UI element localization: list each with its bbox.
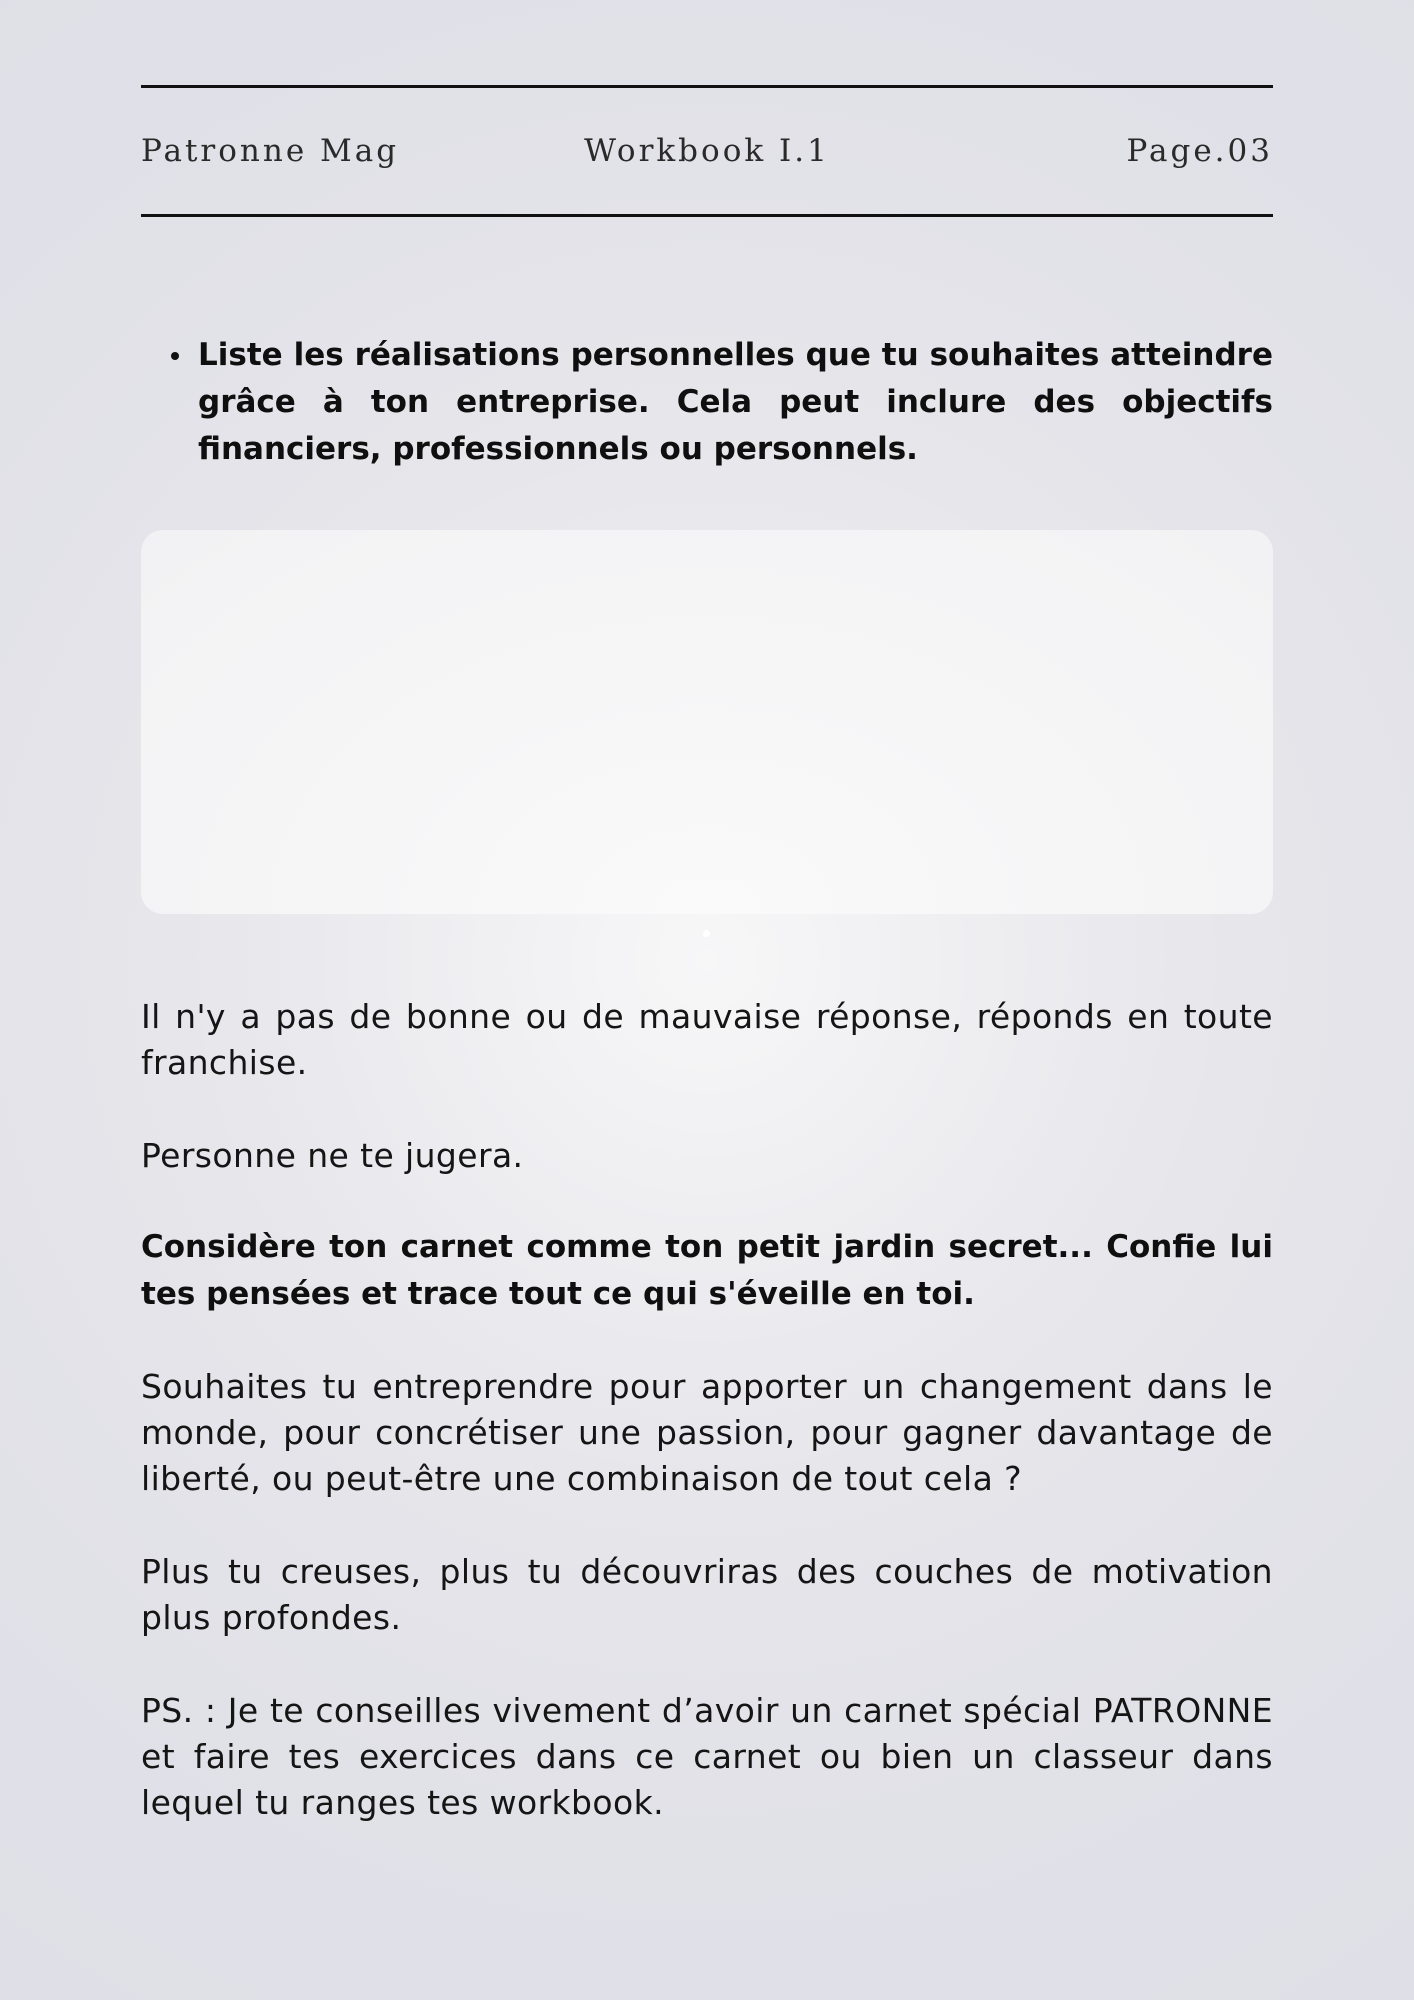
paragraph-no-judgement: Personne ne te jugera.	[141, 1136, 524, 1175]
page-number: Page.03	[1126, 133, 1273, 169]
paragraph-dig-deeper: Plus tu creuses, plus tu découvriras des couches de motivation plus profondes.	[141, 1552, 1273, 1637]
header-bottom-rule	[141, 214, 1273, 217]
bullet-icon	[171, 352, 179, 360]
prompt-text: Liste les réalisations personnelles que tu souhaites atteindre grâce à ton entreprise. Cela peut inclure des objectifs financiers, professionnels ou personnels.	[198, 337, 1273, 467]
paragraph-no-right-answer: Il n'y a pas de bonne ou de mauvaise réponse, réponds en toute franchise.	[141, 997, 1273, 1082]
header-top-rule	[141, 85, 1273, 88]
paragraph-motivation-question: Souhaites tu entreprendre pour apporter un changement dans le monde, pour concrétiser une passion, pour gagner davantage de liberté, ou peut-être une combinaison de tout cela ?	[141, 1367, 1273, 1498]
answer-box[interactable]	[141, 530, 1273, 914]
paragraph-secret-garden: Considère ton carnet comme ton petit jardin secret... Confie lui tes pensées et trace tout ce qui s'éveille en toi.	[141, 1229, 1273, 1312]
magazine-name: Patronne Mag	[141, 133, 400, 169]
prompt-item	[141, 332, 1273, 473]
prompt-list	[141, 332, 1273, 473]
workbook-title: Workbook I.1	[584, 133, 830, 169]
paragraph-ps-note: PS. : Je te conseilles vivement d’avoir un carnet spécial PATRONNE et faire tes exercices dans ce carnet ou bien un classeur dans lequel tu ranges tes workbook.	[141, 1691, 1273, 1822]
decorative-dot	[703, 930, 710, 937]
